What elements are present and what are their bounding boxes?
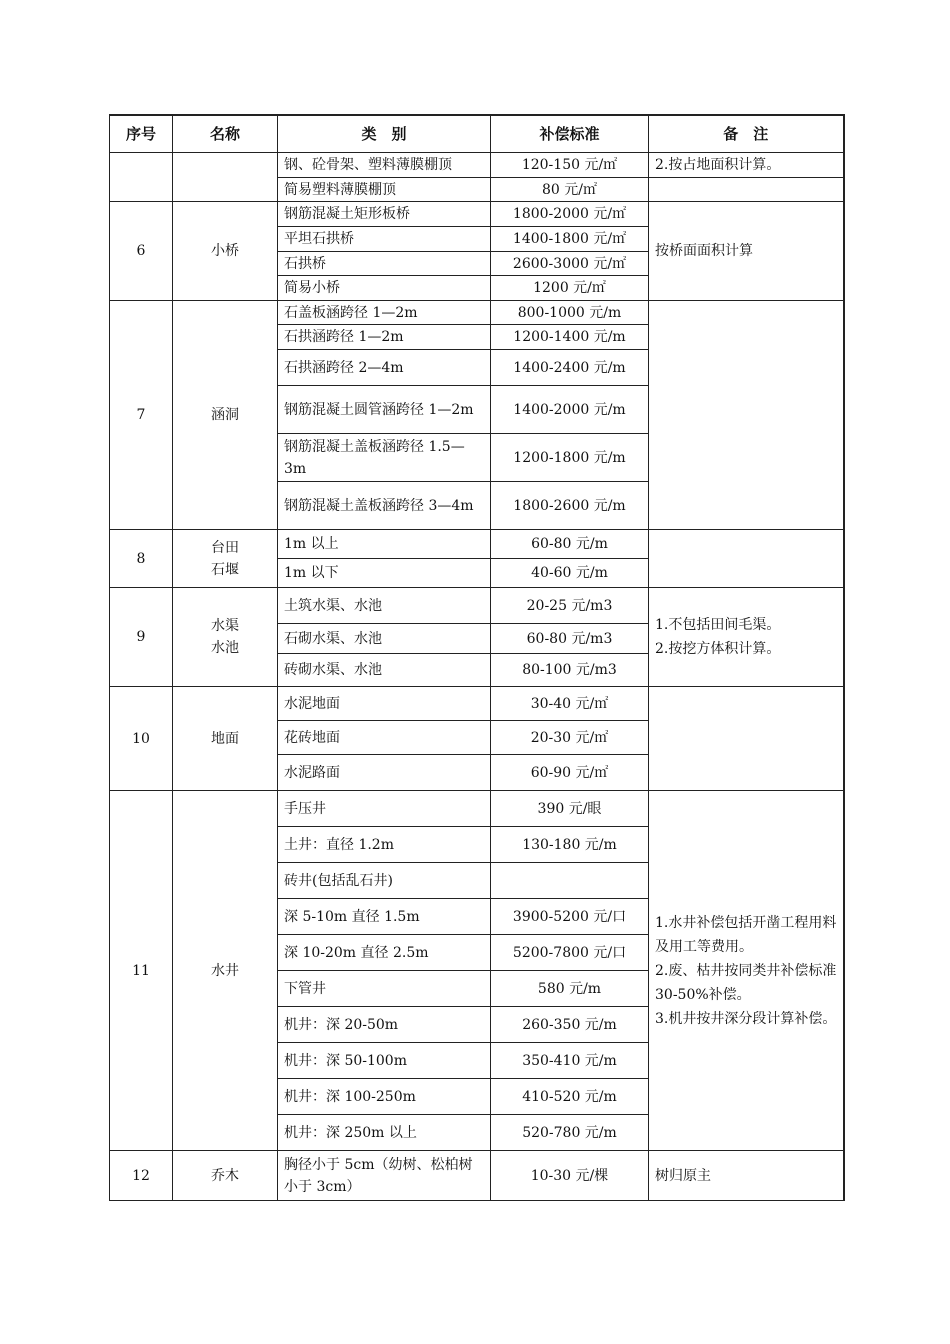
standard-cell: 10-30 元/棵 — [491, 1151, 649, 1201]
item-name-cell: 水渠 水池 — [173, 588, 278, 687]
category-cell: 钢筋混凝土盖板涵跨径 1.5—3m — [278, 434, 491, 482]
remark-cell: 2.按占地面积计算。 — [649, 153, 844, 178]
item-name-cell: 地面 — [173, 687, 278, 791]
header-name: 名称 — [173, 115, 278, 153]
standard-cell: 410-520 元/m — [491, 1079, 649, 1115]
standard-cell: 1400-2000 元/m — [491, 386, 649, 434]
remark-cell: 1.水井补偿包括开凿工程用料及用工等费用。 2.废、枯井按同类井补偿标准 30-50%补偿。 3.机井按井深分段计算补偿。 — [649, 791, 844, 1151]
standard-cell: 1400-2400 元/m — [491, 350, 649, 386]
standard-cell: 260-350 元/m — [491, 1007, 649, 1043]
table-row — [110, 1151, 844, 1201]
standard-cell: 60-80 元/m — [491, 530, 649, 559]
category-cell: 土筑水渠、水池 — [278, 588, 491, 624]
table-row — [110, 791, 844, 827]
standard-cell: 80 元/㎡ — [491, 178, 649, 202]
item-name-cell: 涵洞 — [173, 301, 278, 530]
standard-cell: 1400-1800 元/㎡ — [491, 227, 649, 252]
item-name-cell: 小桥 — [173, 202, 278, 301]
standard-cell: 5200-7800 元/口 — [491, 935, 649, 971]
category-cell: 1m 以下 — [278, 559, 491, 588]
table-row — [110, 301, 844, 325]
table-row — [110, 530, 844, 559]
category-cell: 砖井(包括乱石井) — [278, 863, 491, 899]
standard-cell: 120-150 元/㎡ — [491, 153, 649, 178]
category-cell: 简易小桥 — [278, 276, 491, 301]
header-remark: 备 注 — [649, 115, 844, 153]
standard-cell — [491, 863, 649, 899]
standard-cell: 40-60 元/m — [491, 559, 649, 588]
remark-cell — [649, 687, 844, 791]
category-cell: 机井：深 50-100m — [278, 1043, 491, 1079]
row-index-cell — [110, 153, 173, 202]
item-name-cell: 水井 — [173, 791, 278, 1151]
header-category: 类 别 — [278, 115, 491, 153]
remark-cell: 1.不包括田间毛渠。 2.按挖方体积计算。 — [649, 588, 844, 687]
table-row — [110, 588, 844, 624]
category-cell: 机井：深 250m 以上 — [278, 1115, 491, 1151]
category-cell: 简易塑料薄膜棚顶 — [278, 178, 491, 202]
category-cell: 机井：深 100-250m — [278, 1079, 491, 1115]
standard-cell: 1800-2600 元/m — [491, 482, 649, 530]
category-cell: 钢筋混凝土盖板涵跨径 3—4m — [278, 482, 491, 530]
table-row — [110, 202, 844, 227]
standard-cell: 3900-5200 元/口 — [491, 899, 649, 935]
row-index-cell: 6 — [110, 202, 173, 301]
standard-cell: 520-780 元/m — [491, 1115, 649, 1151]
table-body — [110, 153, 844, 1201]
table-header-row — [110, 115, 844, 153]
standard-cell: 80-100 元/m3 — [491, 654, 649, 687]
standard-cell: 800-1000 元/m — [491, 301, 649, 325]
category-cell: 手压井 — [278, 791, 491, 827]
standard-cell: 580 元/m — [491, 971, 649, 1007]
header-standard: 补偿标准 — [491, 115, 649, 153]
compensation-table — [109, 114, 845, 1201]
standard-cell: 20-30 元/㎡ — [491, 721, 649, 755]
category-cell: 深 10-20m 直径 2.5m — [278, 935, 491, 971]
category-cell: 钢筋混凝土矩形板桥 — [278, 202, 491, 227]
category-cell: 机井：深 20-50m — [278, 1007, 491, 1043]
remark-cell: 按桥面面积计算 — [649, 202, 844, 301]
item-name-cell — [173, 153, 278, 202]
standard-cell: 1200-1800 元/m — [491, 434, 649, 482]
category-cell: 石砌水渠、水池 — [278, 624, 491, 654]
standard-cell: 350-410 元/m — [491, 1043, 649, 1079]
item-name-cell: 乔木 — [173, 1151, 278, 1201]
category-cell: 水泥路面 — [278, 755, 491, 791]
category-cell: 石盖板涵跨径 1—2m — [278, 301, 491, 325]
row-index-cell: 12 — [110, 1151, 173, 1201]
standard-cell: 1200-1400 元/m — [491, 325, 649, 350]
category-cell: 1m 以上 — [278, 530, 491, 559]
item-name-cell: 台田 石堰 — [173, 530, 278, 588]
row-index-cell: 11 — [110, 791, 173, 1151]
category-cell: 土井：直径 1.2m — [278, 827, 491, 863]
remark-cell — [649, 530, 844, 588]
category-cell: 深 5-10m 直径 1.5m — [278, 899, 491, 935]
table-row — [110, 687, 844, 721]
row-index-cell: 9 — [110, 588, 173, 687]
table-row — [110, 153, 844, 178]
category-cell: 下管井 — [278, 971, 491, 1007]
standard-cell: 2600-3000 元/㎡ — [491, 252, 649, 276]
row-index-cell: 10 — [110, 687, 173, 791]
header-index: 序号 — [110, 115, 173, 153]
category-cell: 钢、砼骨架、塑料薄膜棚顶 — [278, 153, 491, 178]
remark-cell: 树归原主 — [649, 1151, 844, 1201]
category-cell: 钢筋混凝土圆管涵跨径 1—2m — [278, 386, 491, 434]
remark-cell — [649, 178, 844, 202]
standard-cell: 60-80 元/m3 — [491, 624, 649, 654]
category-cell: 砖砌水渠、水池 — [278, 654, 491, 687]
standard-cell: 130-180 元/m — [491, 827, 649, 863]
standard-cell: 1800-2000 元/㎡ — [491, 202, 649, 227]
standard-cell: 390 元/眼 — [491, 791, 649, 827]
standard-cell: 30-40 元/㎡ — [491, 687, 649, 721]
standard-cell: 1200 元/㎡ — [491, 276, 649, 301]
row-index-cell: 7 — [110, 301, 173, 530]
category-cell: 胸径小于 5cm（幼树、松柏树小于 3cm） — [278, 1151, 491, 1201]
standard-cell: 60-90 元/㎡ — [491, 755, 649, 791]
category-cell: 水泥地面 — [278, 687, 491, 721]
remark-cell — [649, 301, 844, 530]
category-cell: 石拱桥 — [278, 252, 491, 276]
category-cell: 花砖地面 — [278, 721, 491, 755]
category-cell: 石拱涵跨径 2—4m — [278, 350, 491, 386]
category-cell: 石拱涵跨径 1—2m — [278, 325, 491, 350]
row-index-cell: 8 — [110, 530, 173, 588]
standard-cell: 20-25 元/m3 — [491, 588, 649, 624]
category-cell: 平坦石拱桥 — [278, 227, 491, 252]
